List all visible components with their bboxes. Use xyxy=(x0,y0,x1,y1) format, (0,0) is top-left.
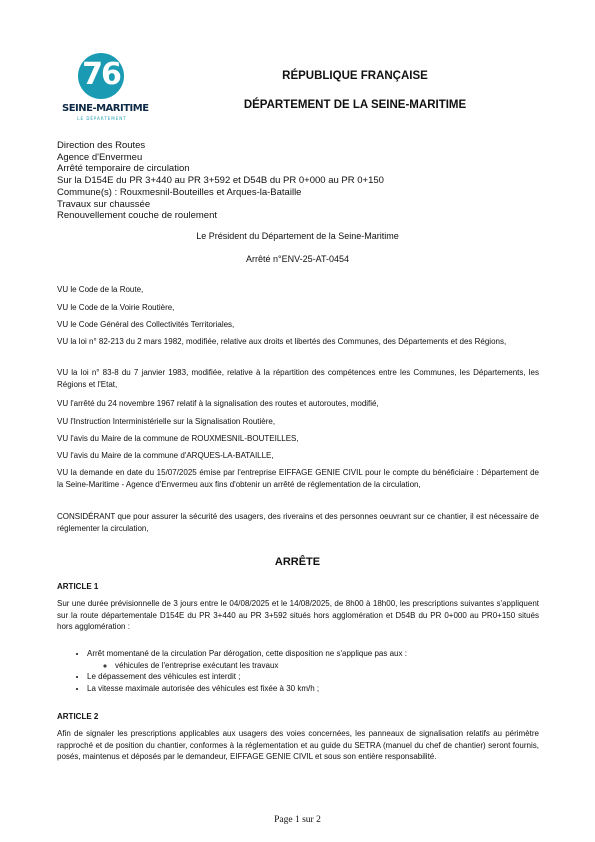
logo-number: 76 xyxy=(82,57,120,92)
bullet-item xyxy=(87,648,539,671)
article2-title: ARTICLE 2 xyxy=(57,712,99,721)
bullet-item: • La vitesse maximale autorisée des véhicules est fixée à 30 km/h ; xyxy=(87,683,539,695)
logo-subtitle: LE DÉPARTEMENT xyxy=(77,116,127,121)
bullet-text: Arrêt momentané de la circulation Par dérogation, cette disposition ne s'applique pas aux : xyxy=(87,649,407,658)
header-line: Agence d'Envermeu xyxy=(57,151,143,163)
vu-paragraph: VU la loi n° 83-8 du 7 janvier 1983, modifiée, relative à la répartition des compétences entre les Communes, les Départements, les Régions et l'Etat, xyxy=(57,368,539,389)
considerant-paragraph: CONSIDÉRANT que pour assurer la sécurité des usagers, des riverains et des personnes oeuvrant sur ce chantier, il est nécessaire de réglementer la circulation, xyxy=(57,512,539,533)
vu-paragraph: VU l'avis du Maire de la commune d'ARQUES-LA-BATAILLE, xyxy=(57,451,274,460)
page-footer: Page 1 sur 2 xyxy=(274,815,321,825)
header-block xyxy=(57,140,384,222)
arrete-number: Arrêté n°ENV-25-AT-0454 xyxy=(246,254,349,264)
department-logo xyxy=(62,53,149,133)
vu-paragraph: VU l'avis du Maire de la commune de ROUXMESNIL-BOUTEILLES, xyxy=(57,434,299,443)
header-line: Commune(s) : Rouxmesnil-Bouteilles et Arques-la-Bataille xyxy=(57,186,302,198)
header-line: Direction des Routes xyxy=(57,140,146,151)
article2-text: Afin de signaler les prescriptions applicables aux usagers des voies concernées, les panneaux de signalisation relatifs au périmètre rapproché et de position du chantier, conformes à la réglementation et au guide du SETRA (manuel du chef de chantier) seront fournis, posés, maintenus et déposés par le demandeur, EIFFAGE GENIE CIVIL et sous son entière responsabilité. xyxy=(57,729,539,762)
header-line: Renouvellement couche de roulement xyxy=(57,210,218,222)
header-line: Arrêté temporaire de circulation xyxy=(57,163,190,175)
article1-bullets xyxy=(57,648,539,694)
vu-paragraph: VU la loi n° 82-213 du 2 mars 1982, modifiée, relative aux droits et libertés des Communes, des Départements et des Régions, xyxy=(57,337,507,346)
sub-bullet-item: ◦ véhicules de l'entreprise exécutant les travaux xyxy=(115,660,539,672)
vu-paragraph: VU l'arrêté du 24 novembre 1967 relatif à la signalisation des routes et autoroutes, modifié, xyxy=(57,399,379,408)
vu-paragraph: VU la demande en date du 15/07/2025 émise par l'entreprise EIFFAGE GENIE CIVIL pour le compte du bénéficiaire : Département de la Seine-Maritime - Agence d'Envermeu aux fins d'obtenir un arrêté de réglementation de la circulation, xyxy=(57,468,539,489)
article1-title: ARTICLE 1 xyxy=(57,582,99,591)
heading-republique: RÉPUBLIQUE FRANÇAISE xyxy=(282,70,428,82)
logo-name: SEINE-MARITIME xyxy=(62,103,149,114)
vu-paragraph: VU le Code de la Route, xyxy=(57,285,144,294)
bullet-item: • Le dépassement des véhicules est interdit ; xyxy=(87,671,539,683)
vu-paragraph: VU le Code Général des Collectivités Territoriales, xyxy=(57,320,235,329)
arrete-title: ARRÊTE xyxy=(274,556,321,568)
president-line: Le Président du Département de la Seine-Maritime xyxy=(196,231,399,241)
heading-departement: DÉPARTEMENT DE LA SEINE-MARITIME xyxy=(243,99,467,111)
header-line: Sur la D154E du PR 3+440 au PR 3+592 et D54B du PR 0+000 au PR 0+150 xyxy=(57,175,384,187)
sub-bullets xyxy=(87,660,539,672)
header-line: Travaux sur chaussée xyxy=(57,198,151,210)
vu-paragraph: VU l'Instruction Interministérielle sur la Signalisation Routière, xyxy=(57,417,276,426)
article1-text: Sur une durée prévisionnelle de 3 jours entre le 04/08/2025 et le 14/08/2025, de 8h00 à 18h00, les prescriptions suivantes s'appliquent sur la route départementale D154E du PR 3+440 au PR 3+592 situés hors agglomération et D54B du PR 0+000 au PR0+150 situés hors agglomération : xyxy=(57,599,539,632)
vu-paragraph: VU le Code de la Voirie Routière, xyxy=(57,303,175,312)
